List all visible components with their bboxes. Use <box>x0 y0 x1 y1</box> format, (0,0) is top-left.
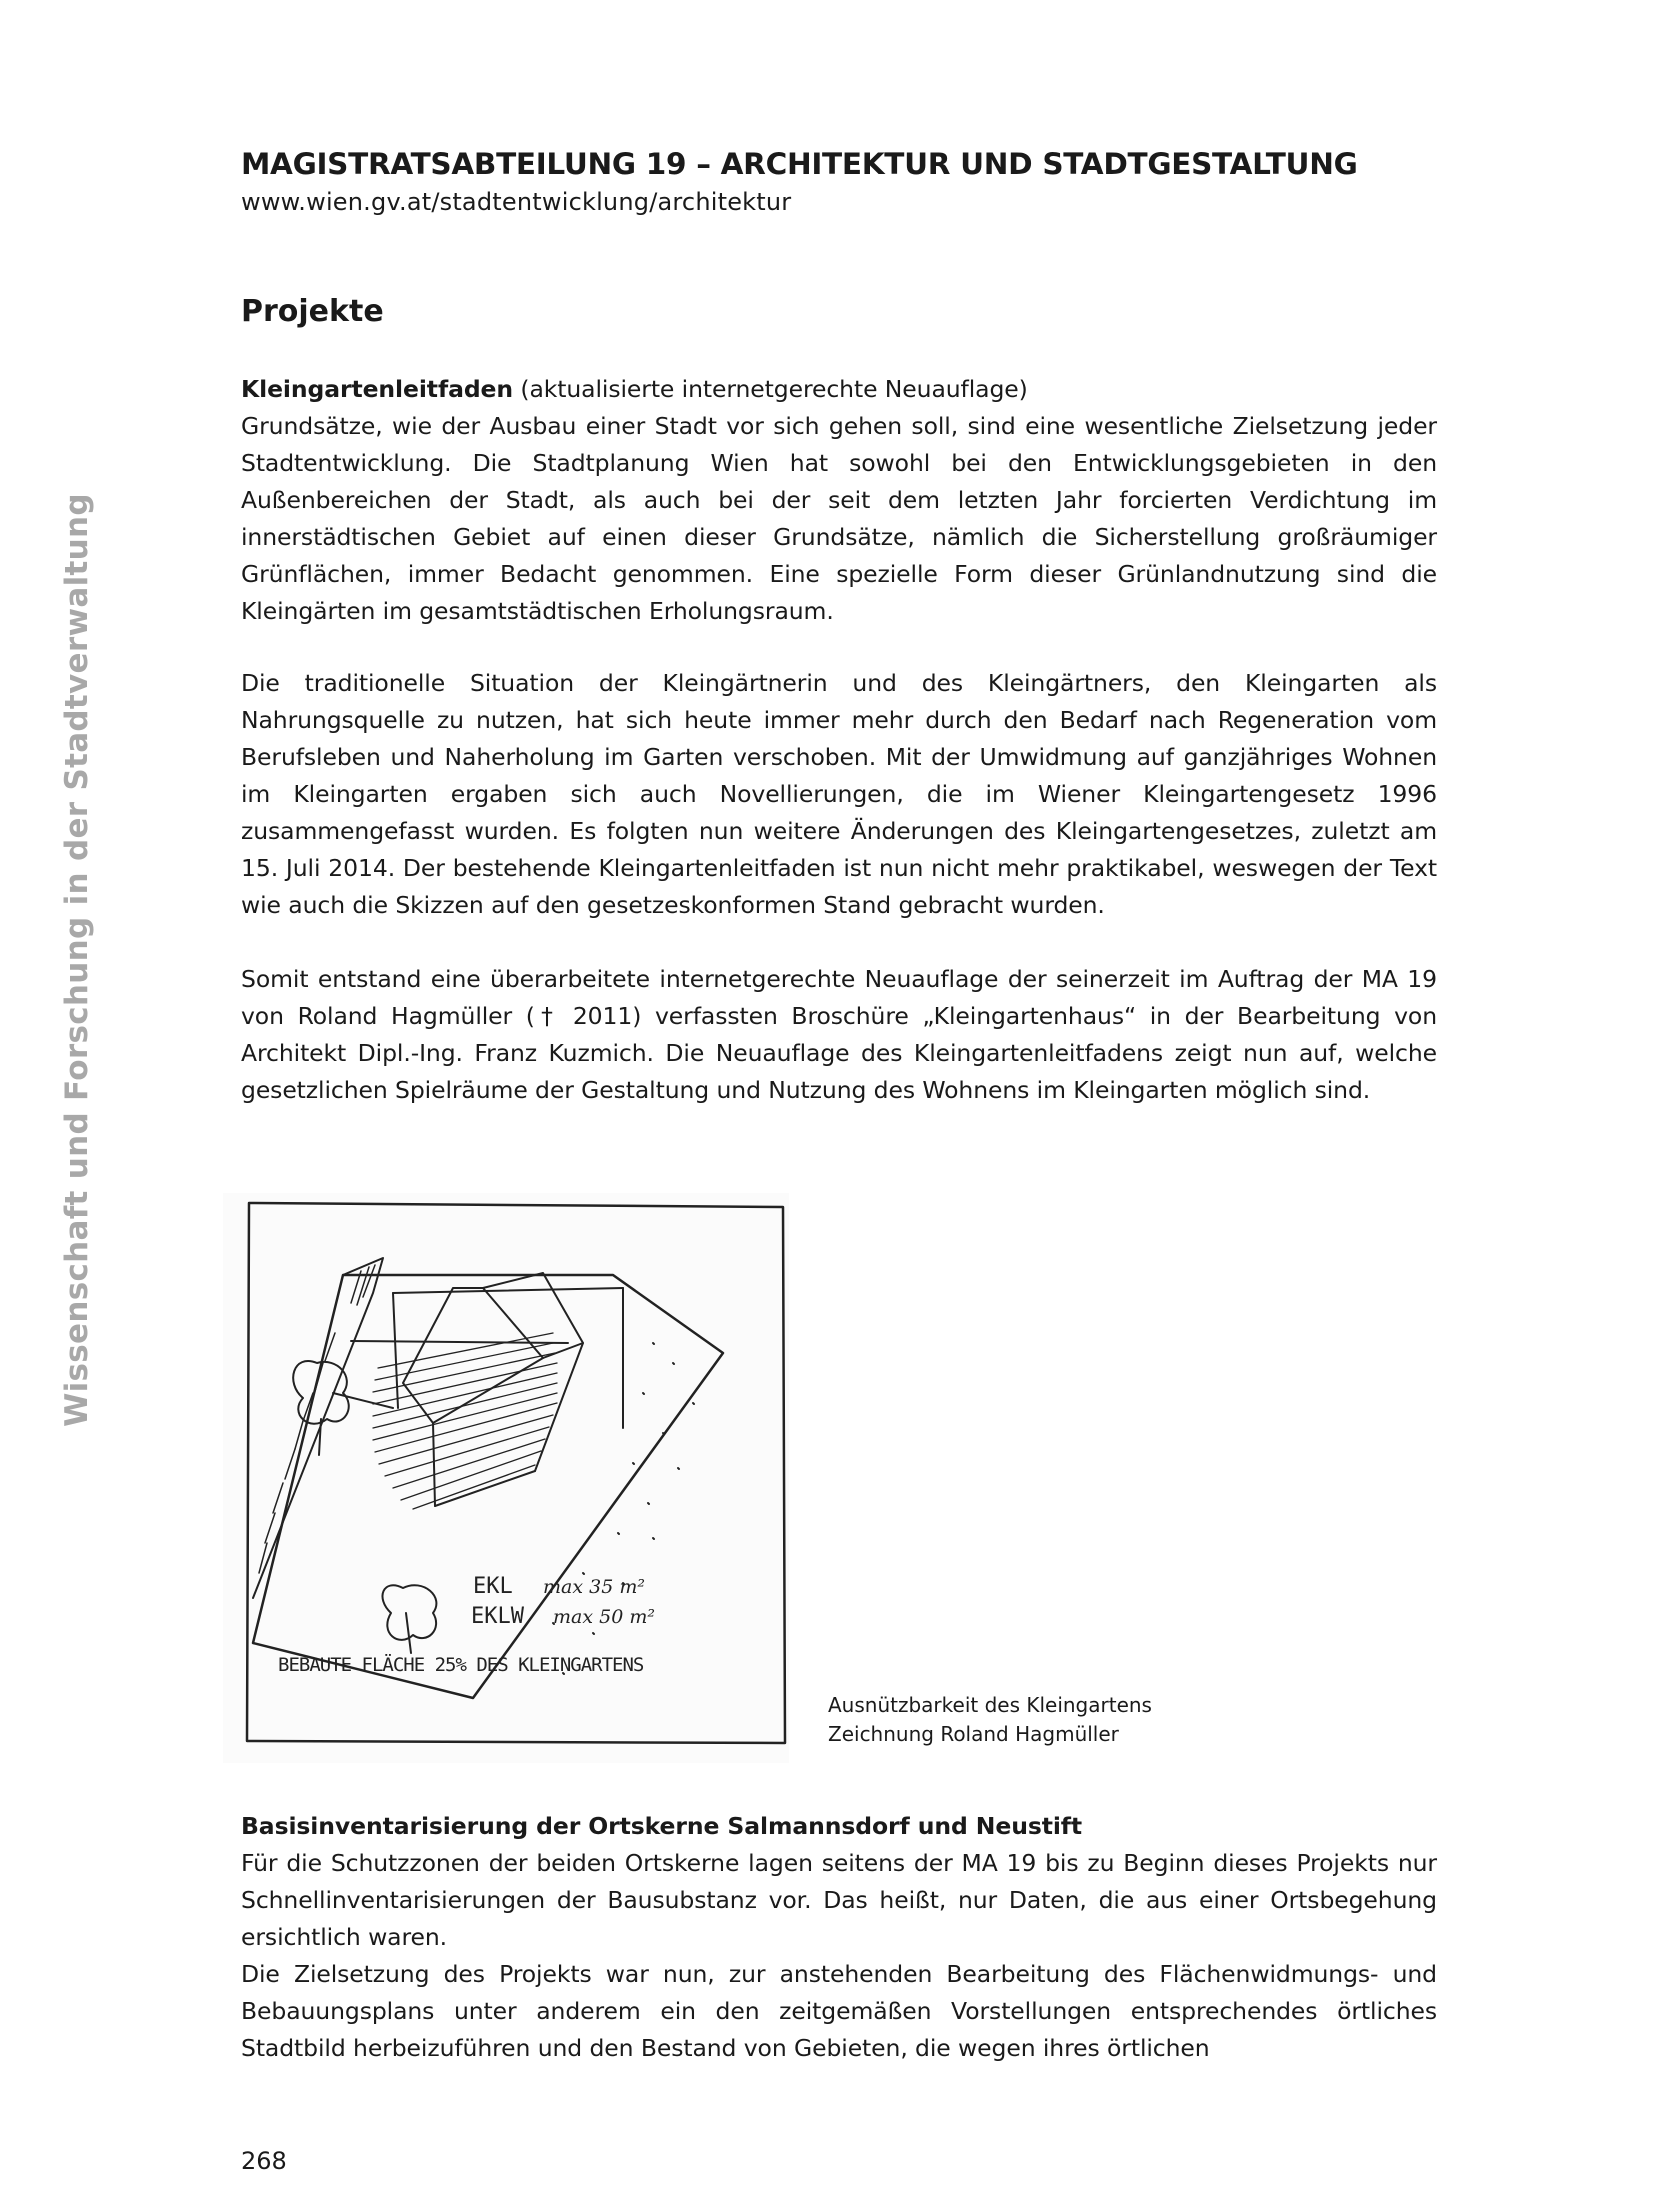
side-section-label: Wissenschaft und Forschung in der Stadtverwaltung <box>59 493 95 1427</box>
project2-title: Basisinventarisierung der Ortskerne Salmannsdorf und Neustift <box>241 1812 1083 1840</box>
sketch-roof-hatching <box>373 1333 557 1509</box>
project1-paragraph-2: Die traditionelle Situation der Kleingärtnerin und des Kleingärtners, den Kleingarten als Nahrungsquelle zu nutzen, hat sich heute immer mehr durch den Bedarf nach Regeneration vom Berufsleben und Naherholung im Garten verschoben. Mit der Umwidmung auf ganzjähriges Wohnen im Kleingarten ergaben sich auch Novellierungen, die im Wiener Kleingartengesetz 1996 zusammengefasst wurden. Es folgten nun weitere Änderungen des Kleingartengesetzes, zuletzt am 15. Juli 2014. Der bestehende Kleingartenleitfaden ist nun nicht mehr praktikabel, weswegen der Text wie auch die Skizzen auf den gesetzeskonformen Stand gebracht wurden. <box>241 669 1437 919</box>
figure-caption-line-2: Zeichnung Roland Hagmüller <box>828 1722 1119 1746</box>
sketch-label-eklw: EKLW <box>471 1604 524 1629</box>
department-url: www.wien.gv.at/stadtentwicklung/architektur <box>241 188 792 216</box>
project1-intro-paragraph <box>241 371 1437 630</box>
kleingarten-sketch <box>223 1193 789 1763</box>
sketch-tree-lower <box>382 1585 436 1640</box>
figure-caption-line-1: Ausnützbarkeit des Kleingartens <box>828 1693 1152 1717</box>
kleingarten-sketch-figure <box>223 1193 789 1763</box>
sketch-hedge-hatching <box>259 1265 375 1573</box>
figure-caption <box>828 1691 1152 1749</box>
project1-paragraph-1: Grundsätze, wie der Ausbau einer Stadt vor sich gehen soll, sind eine wesentliche Zielsetzung jeder Stadtentwicklung. Die Stadtplanung Wien hat sowohl bei den Entwicklungsgebieten in den Außenbereichen der Stadt, als auch bei der seit dem letzten Jahr forcierten Verdichtung im innerstädtischen Gebiet auf einen dieser Grundsätze, nämlich die Sicherstellung großräumiger Grünflächen, immer Bedacht genommen. Eine spezielle Form dieser Grünlandnutzung sind die Kleingärten im gesamtstädtischen Erholungsraum. <box>241 412 1437 625</box>
project2-paragraph <box>241 1808 1437 2067</box>
project1-title: Kleingartenleitfaden <box>241 375 514 403</box>
sketch-value-eklw: max 50 m² <box>553 1606 655 1628</box>
sketch-hedge <box>253 1258 383 1598</box>
sketch-bebaute-flaeche: BEBAUTE FLÄCHE 25% DES KLEINGARTENS <box>278 1654 644 1676</box>
page-number: 268 <box>241 2147 287 2175</box>
sketch-label-ekl: EKL <box>473 1574 513 1599</box>
project1-paragraph-3: Somit entstand eine überarbeitete internetgerechte Neuauflage der seinerzeit im Auftrag der MA 19 von Roland Hagmüller († 2011) verfassten Broschüre „Kleingartenhaus“ in der Bearbeitung von Architekt Dipl.-Ing. Franz Kuzmich. Die Neuauflage des Kleingartenleitfadens zeigt nun auf, welche gesetzlichen Spielräume der Gestaltung und Nutzung des Wohnens im Kleingarten möglich sind. <box>241 965 1437 1104</box>
project2-paragraph-1: Für die Schutzzonen der beiden Ortskerne lagen seitens der MA 19 bis zu Beginn dieses Projekts nur Schnellinventarisierungen der Bausubstanz vor. Das heißt, nur Daten, die aus einer Ortsbegehung ersichtlich waren. <box>241 1849 1437 1951</box>
section-title: Projekte <box>241 294 384 329</box>
page-heading: MAGISTRATSABTEILUNG 19 – ARCHITEKTUR UND STADTGESTALTUNG <box>241 147 1358 181</box>
sketch-value-ekl: max 35 m² <box>543 1576 645 1598</box>
sketch-house <box>333 1273 623 1506</box>
project1-subtitle: (aktualisierte internetgerechte Neuauflage) <box>513 375 1028 403</box>
project2-paragraph-2: Die Zielsetzung des Projekts war nun, zur anstehenden Bearbeitung des Flächenwidmungs- und Bebauungsplans unter anderem ein den zeitgemäßen Vorstellungen entsprechendes örtliches Stadtbild herbeizuführen und den Bestand von Gebieten, die wegen ihres örtlichen <box>241 1960 1437 2062</box>
